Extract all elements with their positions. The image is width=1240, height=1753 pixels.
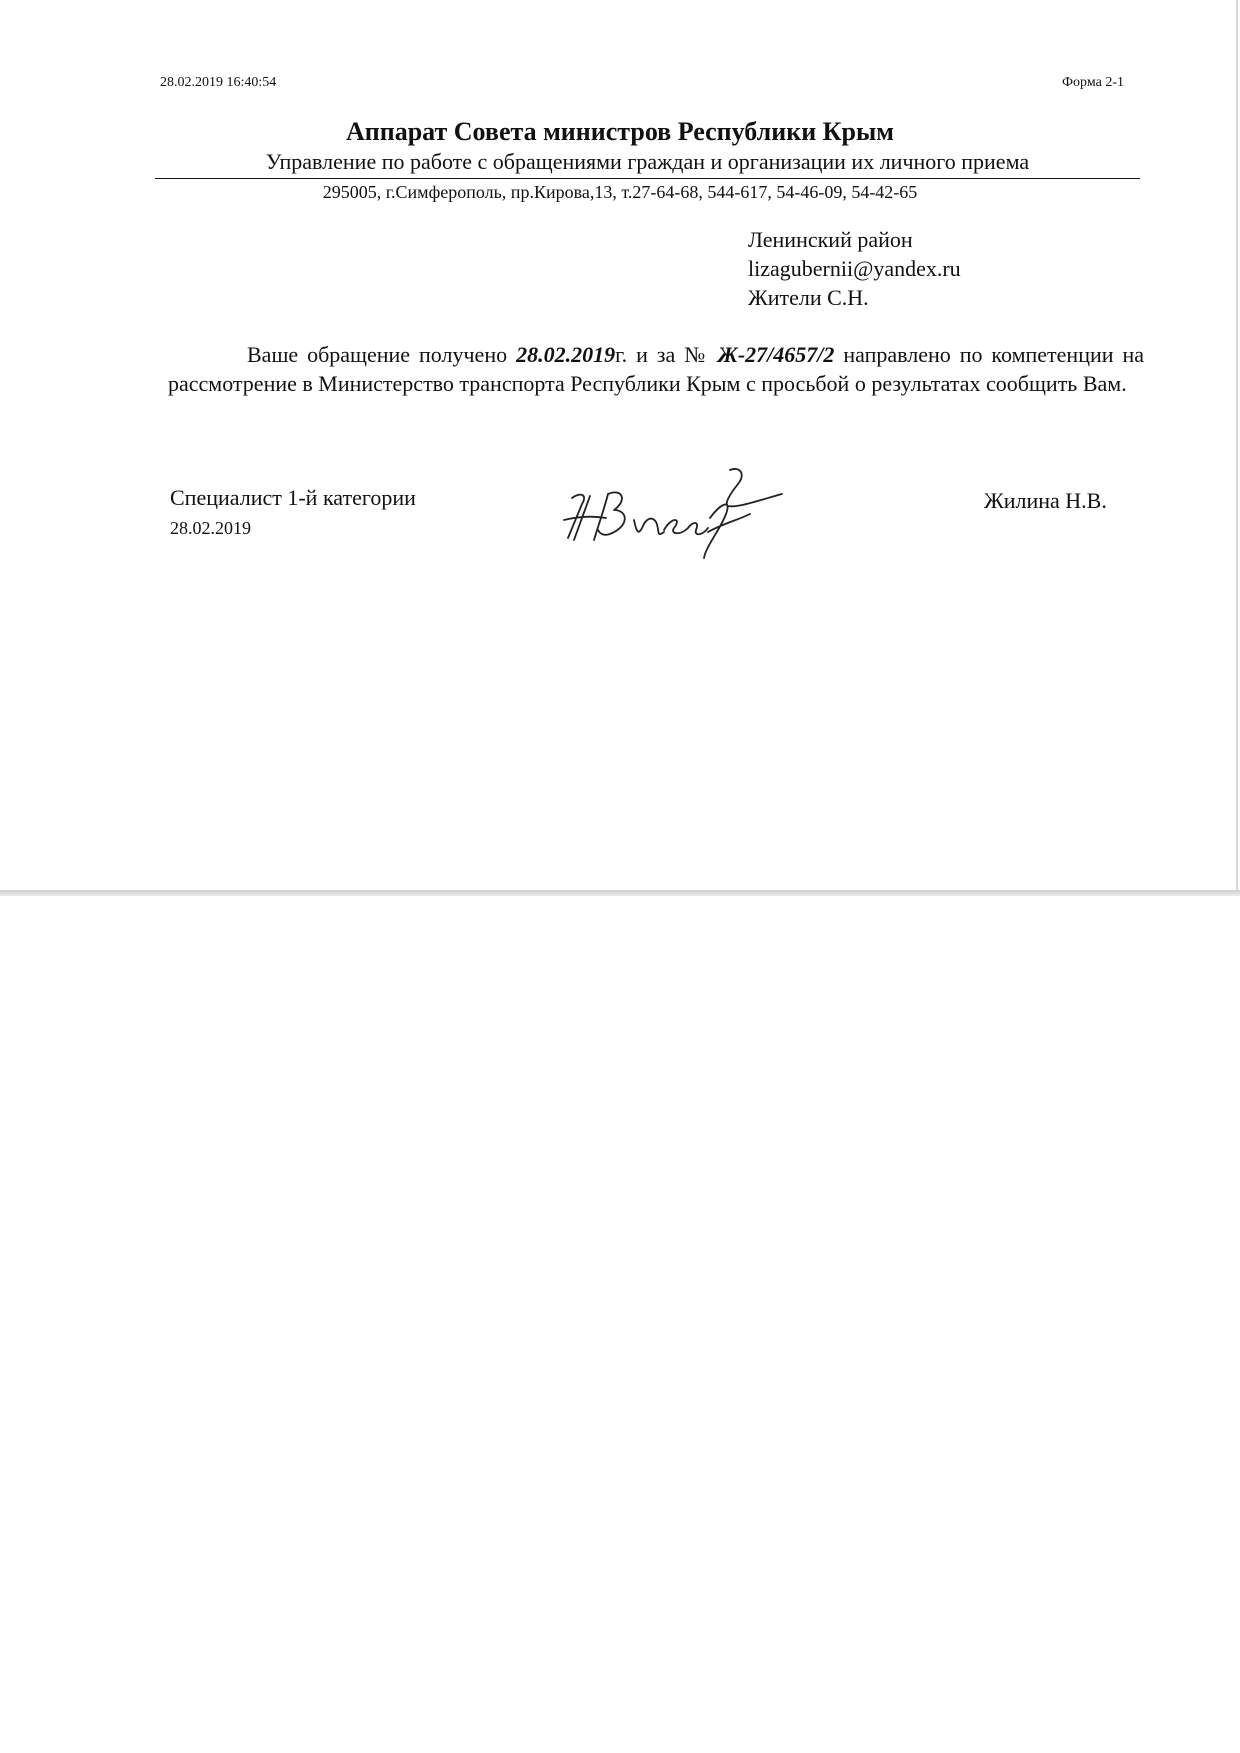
signer-name: Жилина Н.В. xyxy=(984,488,1107,513)
letterhead-divider xyxy=(155,178,1140,179)
print-datetime: 28.02.2019 16:40:54 xyxy=(160,75,277,90)
addressee-district: Ленинский район xyxy=(748,227,913,252)
organization-title: Аппарат Совета министров Республики Крым xyxy=(345,117,894,146)
handwritten-signature xyxy=(560,460,790,560)
body-text-part-1: Ваше обращение получено xyxy=(247,342,517,367)
addressee-name: Жители С.Н. xyxy=(748,285,869,310)
page-edge-shadow xyxy=(0,890,1240,896)
body-text-part-3: направлено по компетенции на рассмотрение в Министерство транспорта Республики Крым с просьбой о результатах сообщить Вам. xyxy=(168,342,1145,396)
department-name: Управление по работе с обращениями граждан и организации их личного приема xyxy=(265,149,1030,174)
form-number: Форма 2-1 xyxy=(1062,75,1124,90)
body-text-part-2: г. и за № xyxy=(615,342,718,367)
signature-date: 28.02.2019 xyxy=(170,518,251,538)
signer-position: Специалист 1-й категории xyxy=(170,485,416,510)
organization-address: 295005, г.Симферополь, пр.Кирова,13, т.27-64-68, 544-617, 54-46-09, 54-42-65 xyxy=(322,182,918,202)
received-date: 28.02.2019 xyxy=(516,342,616,367)
letter-body xyxy=(168,340,1144,398)
addressee-block xyxy=(748,225,961,312)
addressee-email: lizagubernii@yandex.ru xyxy=(748,256,961,281)
registration-number: Ж-27/4657/2 xyxy=(717,342,835,367)
